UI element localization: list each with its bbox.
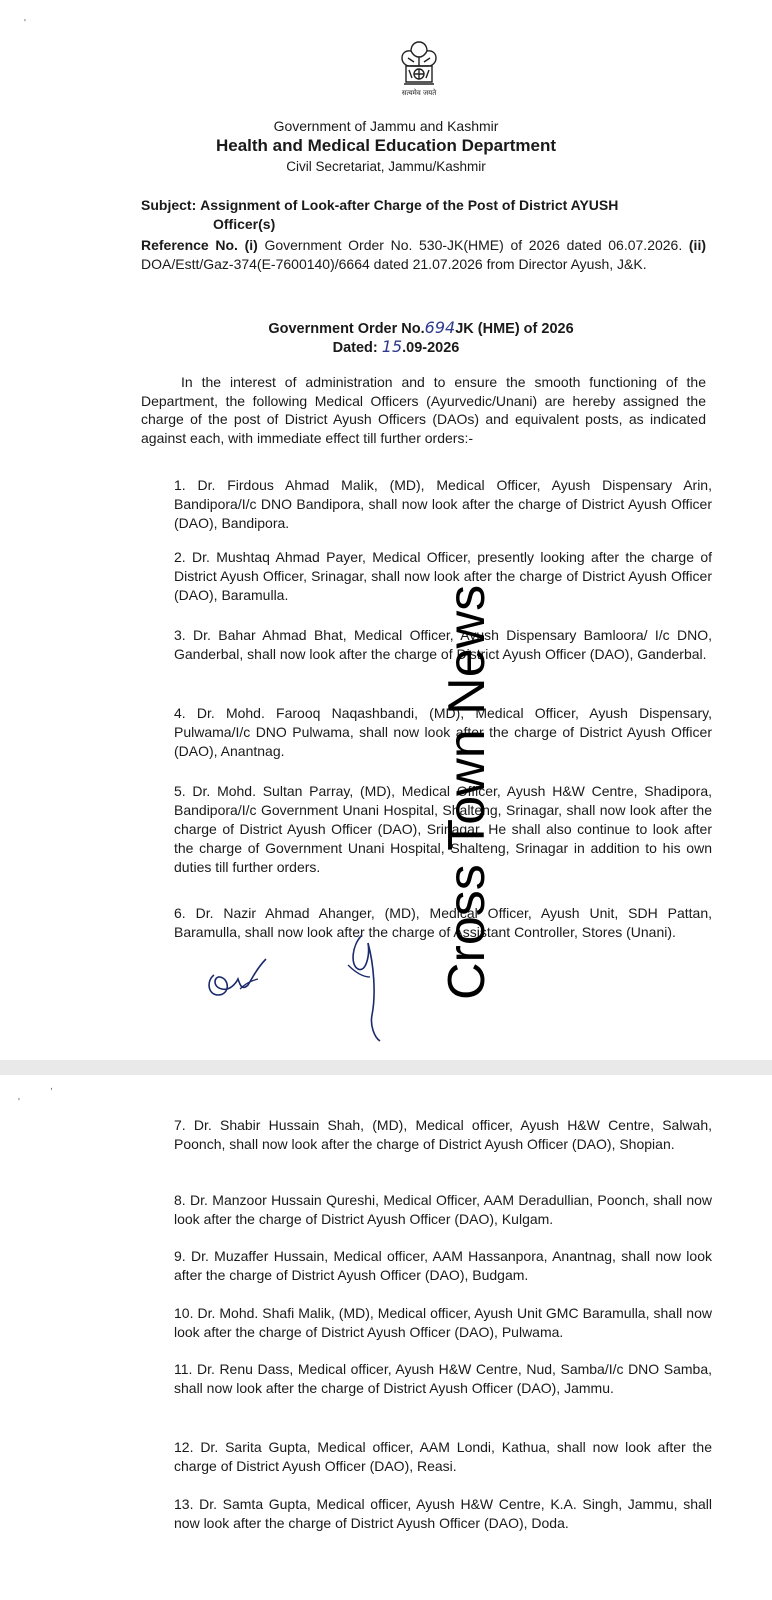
scan-speck: ': [18, 1097, 20, 1108]
government-name: Government of Jammu and Kashmir: [273, 118, 499, 134]
order-number-handwritten: 694: [424, 318, 456, 337]
order-date-day-handwritten: 15: [381, 337, 403, 356]
department-name: Health and Medical Education Department: [215, 136, 557, 155]
scan-speck: ': [24, 18, 26, 29]
list-item: 7. Dr. Shabir Hussain Shah, (MD), Medical officer, Ayush H&W Centre, Salwah, Poonch, shall now look after the charge of District Ayush Officer (DAO), Shopian.: [174, 1117, 712, 1152]
reference-marker-2: (ii): [688, 237, 706, 253]
order-number: [0, 318, 772, 337]
list-item: 6. Dr. Nazir Ahmad Ahanger, (MD), Medical Officer, Ayush Unit, SDH Pattan, Baramulla, shall now look after the charge of Assistant Controller, Stores (Unani).: [174, 905, 712, 940]
initials-signature: [200, 945, 280, 1005]
list-item: 5. Dr. Mohd. Sultan Parray, (MD), Medical Officer, Ayush H&W Centre, Shadipora, Bandipora/I/c Government Unani Hospital, Shalteng, Srinagar, shall now look after the charge of District Ayush Officer (DAO), Srinagar. He shall also continue to look after the charge of Government Unani Hospital, Shalteng, Srinagar in addition to his own duties till further orders.: [174, 783, 712, 875]
subject-text-continued: Officer(s): [213, 216, 276, 232]
secretariat-address: Civil Secretariat, Jammu/Kashmir: [286, 159, 486, 174]
list-item: 2. Dr. Mushtaq Ahmad Payer, Medical Officer, presently looking after the charge of District Ayush Officer, Srinagar, shall now look after the charge of District Ayush Officer (DAO), Baramulla.: [174, 549, 712, 603]
order-date: [0, 337, 772, 356]
handwritten-signature: [340, 925, 400, 1045]
svg-text:सत्यमेव जयते: सत्यमेव जयते: [401, 89, 437, 97]
scan-speck: ,: [50, 1081, 53, 1092]
reference-item-2: DOA/Estt/Gaz-374(E-7600140)/6664 dated 21.07.2026 from Director Ayush, J&K.: [141, 256, 647, 272]
list-item: 13. Dr. Samta Gupta, Medical officer, Ayush H&W Centre, K.A. Singh, Jammu, shall now look after the charge of District Ayush Officer (DAO), Doda.: [174, 1496, 712, 1531]
watermark-text: Cross Town News: [438, 584, 496, 1000]
list-item: 12. Dr. Sarita Gupta, Medical officer, AAM Londi, Kathua, shall now look after the charge of District Ayush Officer (DAO), Reasi.: [174, 1439, 712, 1474]
list-item: 4. Dr. Mohd. Farooq Naqashbandi, (MD), Medical Officer, Ayush Dispensary, Pulwama/I/c DNO Pulwama, shall now look after the charge of District Ayush Officer (DAO), Anantnag.: [174, 705, 712, 759]
order-number-prefix: Government Order No.: [268, 321, 425, 337]
order-date-label: Dated:: [332, 340, 378, 356]
document-page-2: [0, 1075, 772, 1600]
subject-label: Subject:: [141, 197, 197, 213]
list-item: 9. Dr. Muzaffer Hussain, Medical officer, AAM Hassanpora, Anantnag, shall now look after the charge of District Ayush Officer (DAO), Budgam.: [174, 1248, 712, 1283]
list-item: 10. Dr. Mohd. Shafi Malik, (MD), Medical officer, Ayush Unit GMC Baramulla, shall now look after the charge of District Ayush Officer (DAO), Pulwama.: [174, 1305, 712, 1340]
reference-block: [141, 236, 706, 274]
subject-text: Assignment of Look-after Charge of the Post of District AYUSH: [200, 197, 619, 213]
order-number-suffix: JK (HME) of 2026: [455, 321, 574, 337]
reference-label: Reference No.: [141, 237, 238, 253]
order-date-rest: .09-2026: [402, 340, 460, 356]
list-item: 1. Dr. Firdous Ahmad Malik, (MD), Medical Officer, Ayush Dispensary Arin, Bandipora/I/c DNO Bandipora, shall now look after the charge of District Ayush Officer (DAO), Bandipora.: [174, 477, 712, 531]
subject-block: [141, 196, 706, 234]
list-item: 11. Dr. Renu Dass, Medical officer, Ayush H&W Centre, Nud, Samba/I/c DNO Samba, shall now look after the charge of District Ayush Officer (DAO), Jammu.: [174, 1361, 712, 1396]
list-item: 8. Dr. Manzoor Hussain Qureshi, Medical Officer, AAM Deradullian, Poonch, shall now look after the charge of District Ayush Officer (DAO), Kulgam.: [174, 1192, 712, 1227]
national-emblem-icon: [392, 38, 446, 118]
order-intro-paragraph: In the interest of administration and to ensure the smooth functioning of the Department, the following Medical Officers (Ayurvedic/Unani) are hereby assigned the charge of the post of District Ayush Officers (DAOs) and equivalent posts, as indicated against each, with immediate effect till further orders:-: [141, 374, 706, 446]
list-item: 3. Dr. Bahar Ahmad Bhat, Medical Officer, Ayush Dispensary Bamloora/ I/c DNO, Ganderbal, shall now look after the charge of District Ayush Officer (DAO), Ganderbal.: [174, 627, 712, 662]
reference-marker-1: (i): [244, 237, 258, 253]
reference-item-1: Government Order No. 530-JK(HME) of 2026 dated 06.07.2026.: [264, 237, 683, 253]
